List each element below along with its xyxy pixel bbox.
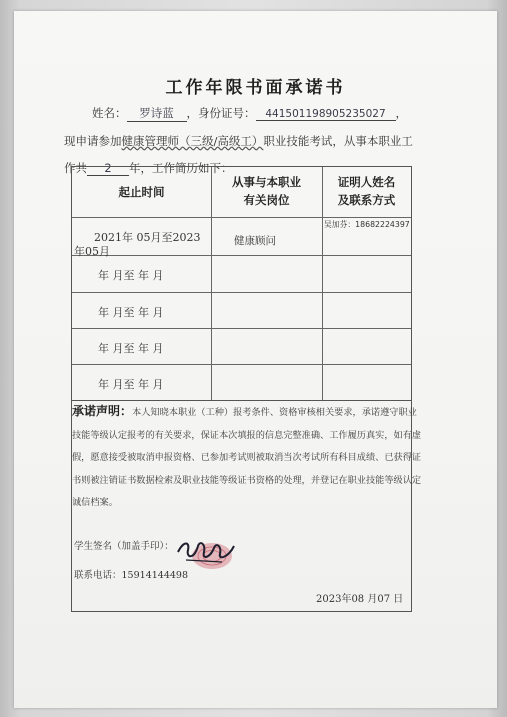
table-divider bbox=[72, 364, 411, 365]
apply-suffix: 职业技能考试，从事本职业工 bbox=[263, 134, 413, 148]
declaration-title: 承诺声明： bbox=[72, 404, 133, 418]
sign-label: 学生签名（加盖手印）： bbox=[74, 541, 174, 552]
document-title: 工作年限书面承诺书 bbox=[165, 78, 346, 98]
header-period: 起止时间 bbox=[118, 185, 165, 199]
work-prefix: 作共 bbox=[64, 161, 87, 175]
table-divider bbox=[72, 328, 411, 329]
table-divider bbox=[72, 292, 411, 293]
document-page bbox=[14, 11, 497, 708]
phone-value: 15914144498 bbox=[121, 570, 189, 581]
phone-label: 联系电话： bbox=[74, 570, 122, 581]
header-position: 从事与本职业 有关岗位 bbox=[232, 175, 301, 207]
name-value: 罗诗蓝 bbox=[127, 105, 187, 122]
name-id-line bbox=[92, 105, 407, 122]
declaration-text bbox=[72, 400, 422, 515]
work-history-table bbox=[71, 166, 412, 401]
row-3-time: 年 月至 年 月 bbox=[98, 306, 164, 319]
id-tail: ， bbox=[395, 106, 407, 120]
row-1-time-cont: 年05月 bbox=[74, 245, 110, 258]
row-1-position: 健康顾问 bbox=[234, 235, 276, 247]
name-label: 姓名： bbox=[92, 106, 127, 120]
row-4-time: 年 月至 年 月 bbox=[98, 342, 164, 355]
row-2-time: 年 月至 年 月 bbox=[98, 269, 164, 282]
id-number-value: 441501198905235027 bbox=[256, 108, 396, 121]
table-divider bbox=[72, 217, 411, 218]
row-1-witness: 吴加芬：18682224397 bbox=[324, 220, 410, 229]
header-witness: 证明人姓名 及联系方式 bbox=[337, 175, 396, 207]
work-suffix: 年，工作简历如下： bbox=[129, 161, 233, 175]
declaration-date: 2023年08 月07 日 bbox=[316, 594, 404, 605]
work-years-value: 2 bbox=[87, 161, 129, 176]
row-1-time: 2021年 05月至2023 bbox=[94, 231, 201, 244]
declaration-body: 本人知晓本职业（工种）报考条件、资格审核相关要求，承诺遵守职业技能等级认定报考的有关要求，保证本次填报的信息完整准确、工作履历真实，如有虚假，愿意接受被取消申报资格、已参加考试则被取消当次考试所有科目成绩、已获得证书则被注销证书数据检索及职业技能等级证书资格的处理，并登记在职业技能等级认定诚信档案。 bbox=[72, 407, 422, 508]
apply-prefix: 现申请参加 bbox=[64, 134, 122, 148]
apply-line bbox=[64, 133, 413, 149]
row-5-time: 年 月至 年 月 bbox=[98, 378, 164, 391]
id-label: ，身份证号： bbox=[186, 106, 256, 120]
phone-line bbox=[74, 567, 188, 581]
apply-course: 健康管理师（三级/高级工） bbox=[121, 134, 264, 148]
